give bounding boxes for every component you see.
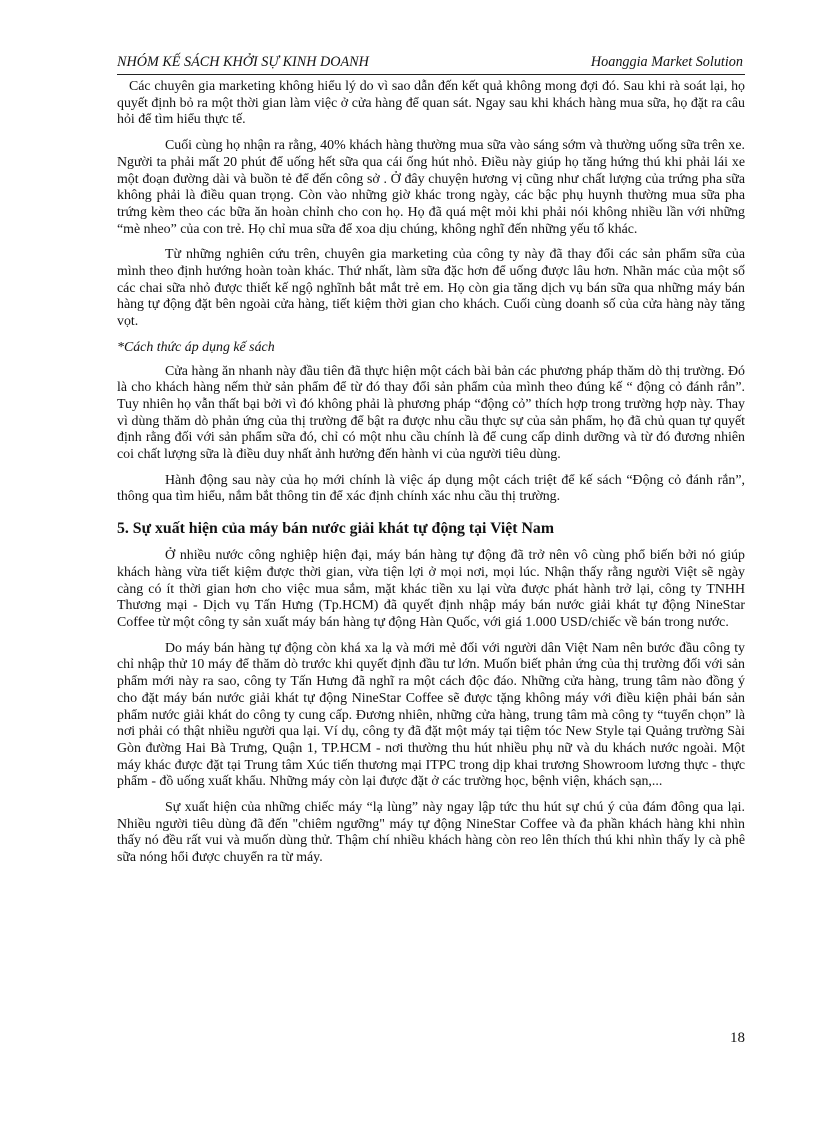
page-header	[117, 52, 745, 75]
section-heading: 5. Sự xuất hiện của máy bán nước giải khát tự động tại Việt Nam	[117, 520, 554, 538]
paragraph-4: Cửa hàng ăn nhanh này đầu tiên đã thực hiện một cách bài bản các phương pháp thăm dò thị trường. Đó là cho khách hàng nếm thử sản phẩm để từ đó thay đổi sản phẩm của mình theo đúng kế “ động cỏ đánh rắn”. Tuy nhiên họ vẫn thất bại bởi vì đó không phải là phương pháp “động cỏ” thích hợp trong trường hợp này. Thay vì dùng thăm dò phản ứng của thị trường để bật ra được nhu cầu thực sự của sản phẩm, họ đã chủ quan tự quyết định rằng đối với sản phẩm sữa đó, chỉ có một nhu cầu chính là để cung cấp dinh dưỡng và từ đó đương nhiên coi chất lượng sữa là điều duy nhất ảnh hưởng đến hành vi của người tiêu dùng.	[117, 363, 745, 463]
paragraph-3: Từ những nghiên cứu trên, chuyên gia marketing của công ty này đã thay đổi các sản phẩm sữa của mình theo định hướng hoàn toàn khác. Thứ nhất, làm sữa đặc hơn để uống được lâu hơn. Nhãn mác của một số các chai sữa nhỏ được thiết kế ngộ nghĩnh bắt mắt trẻ em. Họ còn gia tăng dịch vụ bán sữa qua những máy bán hàng tự động đặt bên ngoài cửa hàng, tiết kiệm thời gian cho khách. Cuối cùng doanh số của cửa hàng này tăng vọt.	[117, 247, 745, 330]
paragraph-2: Cuối cùng họ nhận ra rằng, 40% khách hàng thường mua sữa vào sáng sớm và thường uống sữa trên xe. Người ta phải mất 20 phút để uống hết sữa qua cái ống hút nhỏ. Điều này giúp họ tăng hứng thú khi phải lái xe một đoạn đường dài và buồn tẻ để đến công sở . Ở đây chuyện hương vị cũng như chất lượng của trứng pha sữa không phải là điều quan trọng. Còn vào những giờ khác trong ngày, các bậc phụ huynh thường mua sữa pha trứng kèm theo các bữa ăn hoàn chỉnh cho con họ. Họ đã quá mệt mỏi khi phải nói không nhiều lần với những “mè nheo” của con trẻ. Họ chỉ mua sữa để xoa dịu chúng, không nghĩ đến những yếu tố khác.	[117, 138, 745, 237]
paragraph-5: Hành động sau này của họ mới chính là việc áp dụng một cách triệt để kế sách “Động cỏ đánh rắn”, thông qua tìm hiểu, nắm bắt thông tin để xác định chính xác nhu cầu thị trường.	[117, 472, 745, 505]
paragraph-8: Sự xuất hiện của những chiếc máy “lạ lùng” này ngay lập tức thu hút sự chú ý của đám đông qua lại. Nhiều người tiêu dùng đã đến "chiêm ngưỡng" máy tự động NineStar Coffee và đa phần khách hàng khi nhìn thấy nó đều rất vui và muốn dùng thử. Thậm chí nhiều khách hàng còn reo lên thích thú khi nhìn thấy ly cà phê sữa nóng hổi được chuyển ra từ máy.	[117, 800, 745, 866]
header-brand: Hoanggia Market Solution	[590, 54, 743, 70]
header-title: NHÓM KẾ SÁCH KHỞI SỰ KINH DOANH	[117, 54, 369, 70]
subheading-application: *Cách thức áp dụng kế sách	[117, 339, 275, 355]
paragraph-7: Do máy bán hàng tự động còn khá xa lạ và mới mẻ đối với người dân Việt Nam nên bước đầu công ty chỉ nhập thử 10 máy để thăm dò trước khi quyết định đầu tư lớn. Muốn biết phản ứng của thị trường đối với sản phẩm mới này ra sao, công ty Tấn Hưng đã nghĩ ra một cách độc đáo. Những cửa hàng, trung tâm nào đồng ý cho đặt máy bán nước giải khát tự động NineStar Coffee sẽ được tặng không máy với điều kiện phải bán sản phẩm nước giải khát do công ty cung cấp. Đương nhiên, những cửa hàng, trung tâm mà công ty “tuyển chọn” là nơi phải có thật nhiều người qua lại. Ví dụ, công ty đã đặt một máy tại tiệm tóc New Style tại Quảng trường Sài Gòn đường Hai Bà Trưng, Quận 1, TP.HCM - nơi thường thu hút nhiều phụ nữ và du khách nước ngoài. Một máy khác được đặt tại Trung tâm Xúc tiến thương mại ITPC trong dịp khai trương Showroom lương thực - thực phẩm - đồ uống xuất khẩu. Những máy còn lại được đặt ở các trường học, bệnh viện, khách sạn,...	[117, 640, 745, 790]
page-number: 18	[730, 1030, 745, 1046]
page-content	[117, 79, 745, 876]
paragraph-1: Các chuyên gia marketing không hiểu lý do vì sao dẫn đến kết quả không mong đợi đó. Sau khi rà soát lại, họ quyết định bỏ ra một thời gian làm việc ở cửa hàng để quan sát. Ngay sau khi khách hàng mua sữa, họ đặt ra câu hỏi để tìm hiểu thực tế.	[117, 79, 745, 128]
paragraph-6: Ở nhiều nước công nghiệp hiện đại, máy bán hàng tự động đã trở nên vô cùng phổ biến bởi nó giúp khách hàng vừa tiết kiệm được thời gian, vừa tiện lợi ở mọi nơi, mọi lúc. Nhận thấy rằng người Việt sẽ ngày càng có ít thời gian hơn cho việc mua sắm, mặt khác tiền xu lại vừa được phát hành trở lại, công ty TNHH Thương mại - Dịch vụ Tấn Hưng (Tp.HCM) đã quyết định nhập máy bán nước giải khát tự động NineStar Coffee từ một công ty sản xuất máy bán hàng tự động Hàn Quốc, với giá 1.000 USD/chiếc về bán trong nước.	[117, 548, 745, 630]
